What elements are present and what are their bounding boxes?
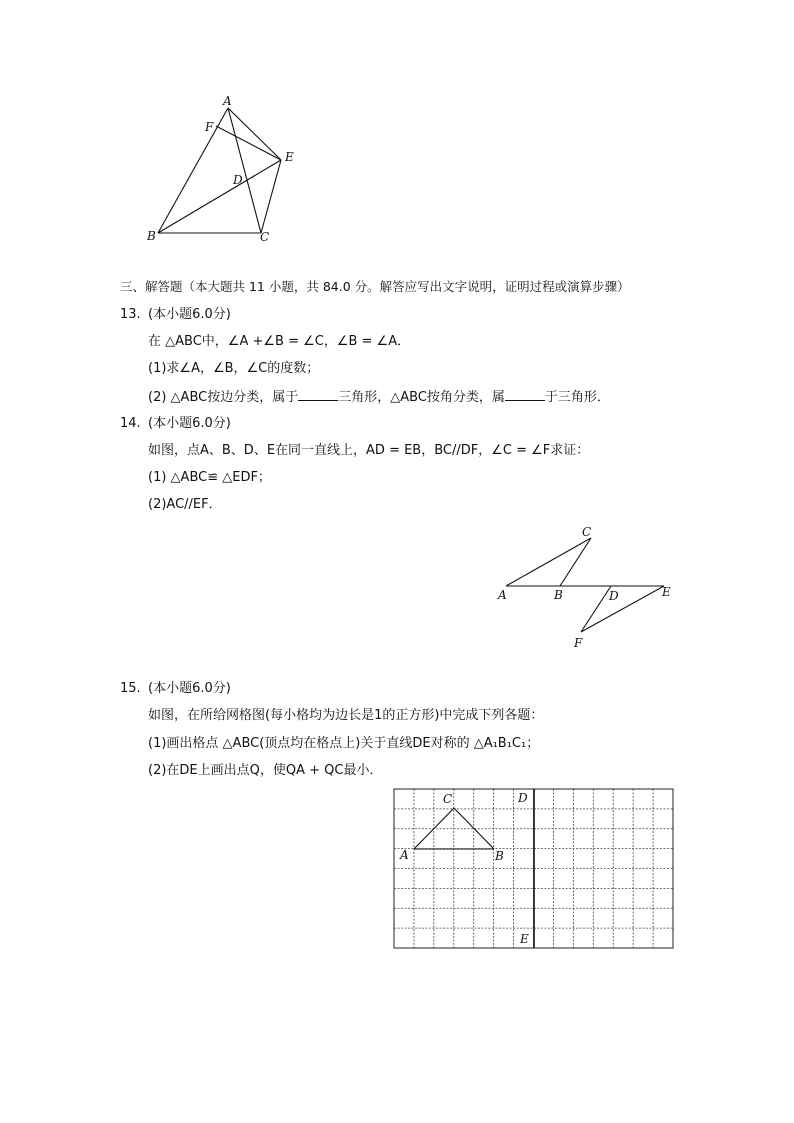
- q13-score: (本小题6.0分): [148, 307, 231, 322]
- q13-blank-2[interactable]: [505, 388, 545, 401]
- q14-stem: 如图，点A、B、D、E在同一直线上，AD = EB，BC//DF，∠C = ∠F求证：: [148, 443, 590, 458]
- fig2-label-a: A: [498, 588, 507, 602]
- q15-part2: (2)在DE上画出点Q，使QA + QC最小．: [148, 763, 383, 778]
- fig3-label-b: B: [495, 849, 504, 863]
- fig2-label-b: B: [554, 588, 563, 602]
- fig3-label-d: D: [518, 791, 528, 805]
- fig1-label-f: F: [205, 120, 214, 134]
- figure-3-grid: [393, 788, 675, 950]
- q13-part2-a: (2) △ABC按边分类，属于: [148, 390, 299, 405]
- q13-part1: (1)求∠A，∠B，∠C的度数；: [148, 361, 320, 376]
- q15-score: (本小题6.0分): [148, 681, 231, 696]
- q14-part2: (2)AC//EF．: [148, 497, 222, 512]
- fig2-label-c: C: [582, 525, 592, 539]
- q13-blank-1[interactable]: [298, 388, 338, 401]
- section-3-heading: 三、解答题（本大题共 11 小题，共 84.0 分。解答应写出文字说明，证明过程或演算步骤）: [120, 279, 630, 294]
- fig1-label-c: C: [260, 230, 270, 244]
- q15-part1: (1)画出格点 △ABC(顶点均在格点上)关于直线DE对称的 △A₁B₁C₁；: [148, 736, 540, 751]
- q14-number: 14.: [120, 416, 141, 431]
- fig1-label-e: E: [285, 150, 294, 164]
- fig3-label-c: C: [443, 792, 453, 806]
- fig3-label-a: A: [400, 848, 409, 862]
- fig2-label-e: E: [662, 585, 671, 599]
- q13-part2-b: 三角形，△ABC按角分类，属: [338, 390, 505, 405]
- q15-stem: 如图，在所给网格图(每小格均为边长是1的正方形)中完成下列各题：: [148, 708, 544, 723]
- q13-part2-c: 于三角形．: [544, 390, 610, 405]
- fig3-label-e: E: [520, 932, 529, 946]
- figure-1-triangle-diagram: [140, 92, 310, 248]
- q13-stem: 在 △ABC中，∠A +∠B = ∠C，∠B = ∠A．: [148, 334, 411, 349]
- q15-number: 15.: [120, 681, 141, 696]
- fig1-label-a: A: [223, 94, 232, 108]
- fig2-label-f: F: [574, 636, 583, 650]
- q13-part2: [148, 388, 610, 406]
- fig2-label-d: D: [609, 589, 619, 603]
- q13-number: 13.: [120, 307, 141, 322]
- q14-score: (本小题6.0分): [148, 416, 231, 431]
- fig1-label-d: D: [233, 173, 243, 187]
- q14-part1: (1) △ABC≌ △EDF；: [148, 470, 271, 485]
- figure-2-line-triangles: [490, 520, 680, 650]
- fig1-label-b: B: [147, 229, 156, 243]
